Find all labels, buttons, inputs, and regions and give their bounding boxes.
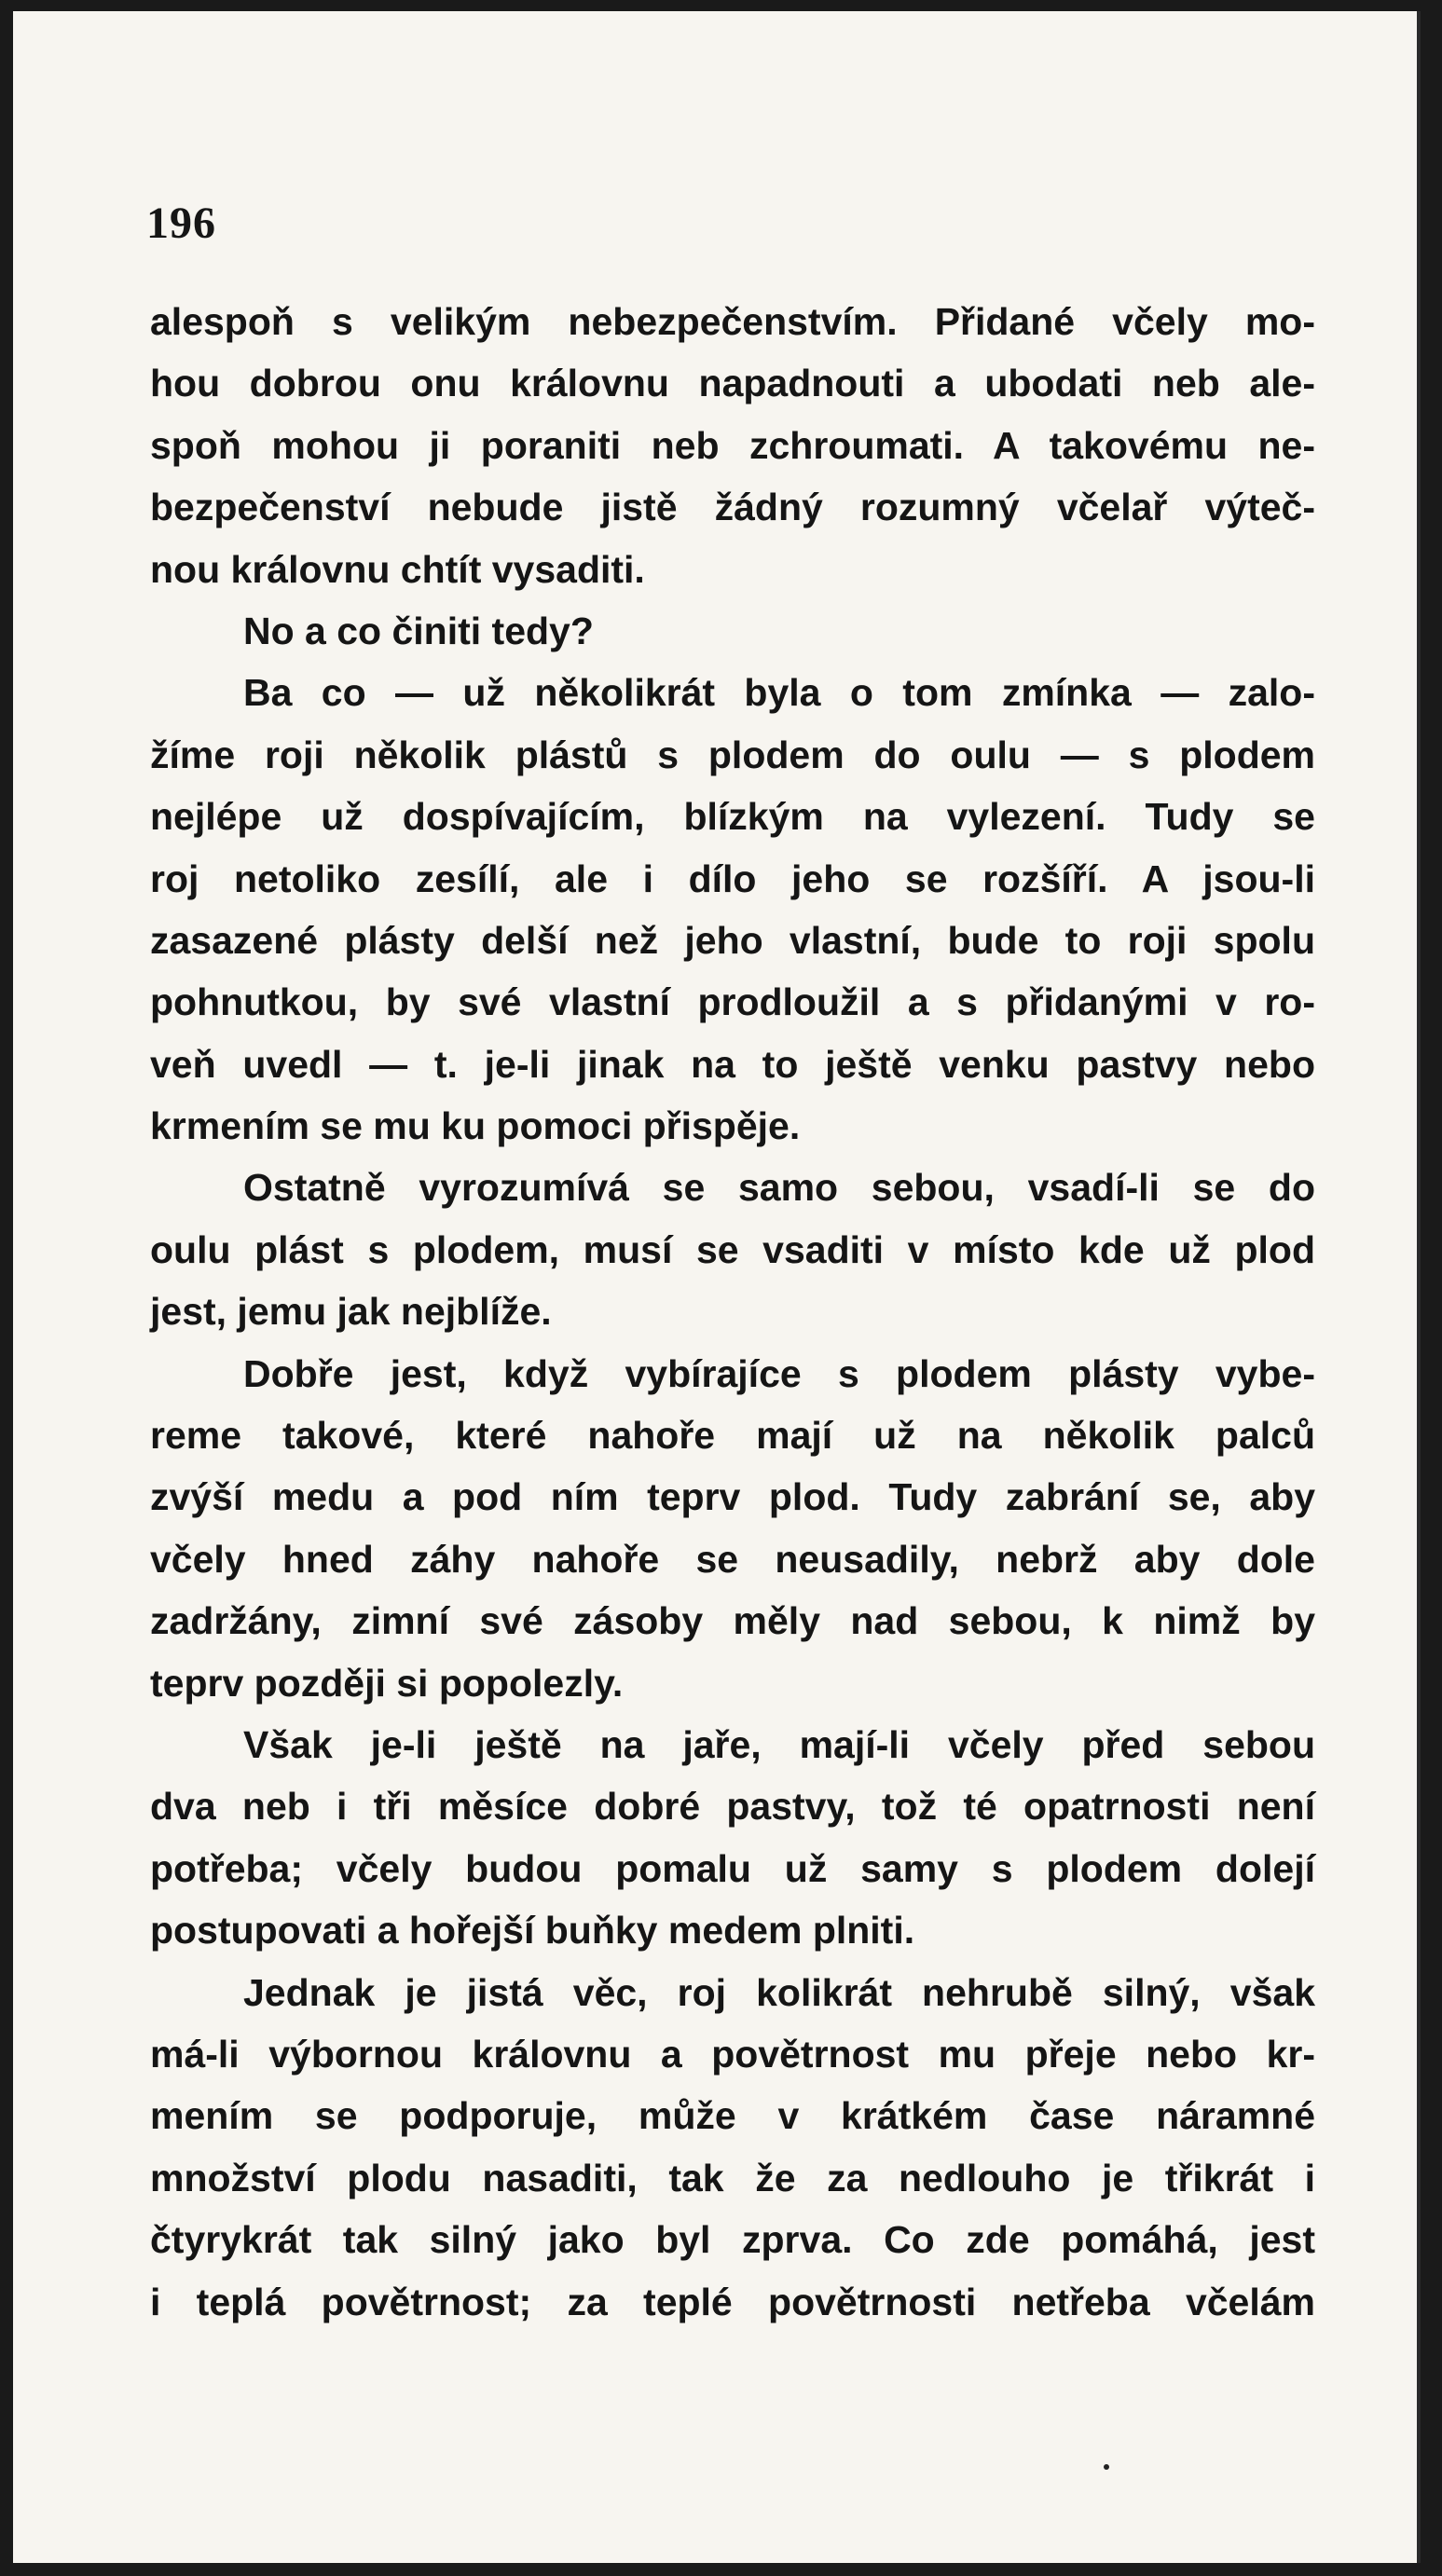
text-line: mením se podporuje, může v krátkém čase náramné (150, 2094, 1315, 2138)
text-line: No a co činiti tedy? (243, 609, 594, 652)
text-line: zasazené plásty delší než jeho vlastní, bude to roji spolu (150, 918, 1315, 962)
text-line: Ba co — už několikrát byla o tom zmínka — zalo- (243, 671, 1315, 715)
text-line: nejlépe už dospívajícím, blízkým na vylezení. Tudy se (150, 795, 1315, 839)
text-line: Jednak je jistá věc, roj kolikrát nehrubě silný, však (243, 1970, 1315, 2014)
text-line: jest, jemu jak nejblíže. (150, 1290, 552, 1334)
text-line: pohnutkou, by své vlastní prodloužil a s přidanými v ro- (150, 980, 1315, 1024)
text-line: Dobře jest, když vybírajíce s plodem plásty vybe- (243, 1351, 1315, 1395)
text-line: Ostatně vyrozumívá se samo sebou, vsadí-li se do (243, 1166, 1315, 1210)
page-number: 196 (146, 199, 216, 248)
text-line: čtyrykrát tak silný jako byl zprva. Co zde pomáhá, jest (150, 2218, 1315, 2262)
text-line: Však je-li ještě na jaře, mají-li včely před sebou (243, 1722, 1315, 1766)
text-line: dva neb i tři měsíce dobré pastvy, tož té opatrnosti není (150, 1785, 1315, 1829)
text-line: teprv později si popolezly. (150, 1661, 624, 1705)
text-line: postupovati a hořejší buňky medem plniti. (150, 1909, 915, 1953)
text-line: i teplá povětrnost; za teplé povětrnosti netřeba včelám (150, 2280, 1315, 2323)
text-line: veň uvedl — t. je-li jinak na to ještě venku pastvy nebo (150, 1042, 1315, 1086)
text-line: nou královnu chtít vysaditi. (150, 547, 645, 591)
text-line: potřeba; včely budou pomalu už samy s plodem dolejí (150, 1846, 1315, 1890)
text-line: žíme roji několik plástů s plodem do oulu — s plodem (150, 733, 1315, 776)
text-line: včely hned záhy nahoře se neusadily, nebrž aby dole (150, 1537, 1315, 1581)
ink-speck (1104, 2464, 1109, 2470)
text-line: spoň mohou ji poraniti neb zchroumati. A takovému ne- (150, 423, 1315, 467)
body-text (150, 291, 1315, 2333)
text-line: množství plodu nasaditi, tak že za nedlouho je třikrát i (150, 2156, 1315, 2199)
text-line: oulu plást s plodem, musí se vsaditi v místo kde už plod (150, 1227, 1315, 1271)
text-line: má-li výbornou královnu a povětrnost mu přeje nebo kr- (150, 2032, 1315, 2076)
text-line: hou dobrou onu královnu napadnouti a ubodati neb ale- (150, 362, 1315, 405)
text-line: zvýší medu a pod ním teprv plod. Tudy zabrání se, aby (150, 1475, 1315, 1519)
text-line: alespoň s velikým nebezpečenstvím. Přidané včely mo- (150, 300, 1315, 343)
text-line: bezpečenství nebude jistě žádný rozumný včelař výteč- (150, 486, 1315, 529)
book-page (13, 11, 1421, 2563)
text-line: zadržány, zimní své zásoby měly nad sebou, k nimž by (150, 1599, 1315, 1643)
text-line: krmením se mu ku pomoci přispěje. (150, 1104, 801, 1148)
text-line: reme takové, které nahoře mají už na několik palců (150, 1414, 1315, 1458)
text-line: roj netoliko zesílí, ale i dílo jeho se rozšíří. A jsou-li (150, 856, 1315, 900)
